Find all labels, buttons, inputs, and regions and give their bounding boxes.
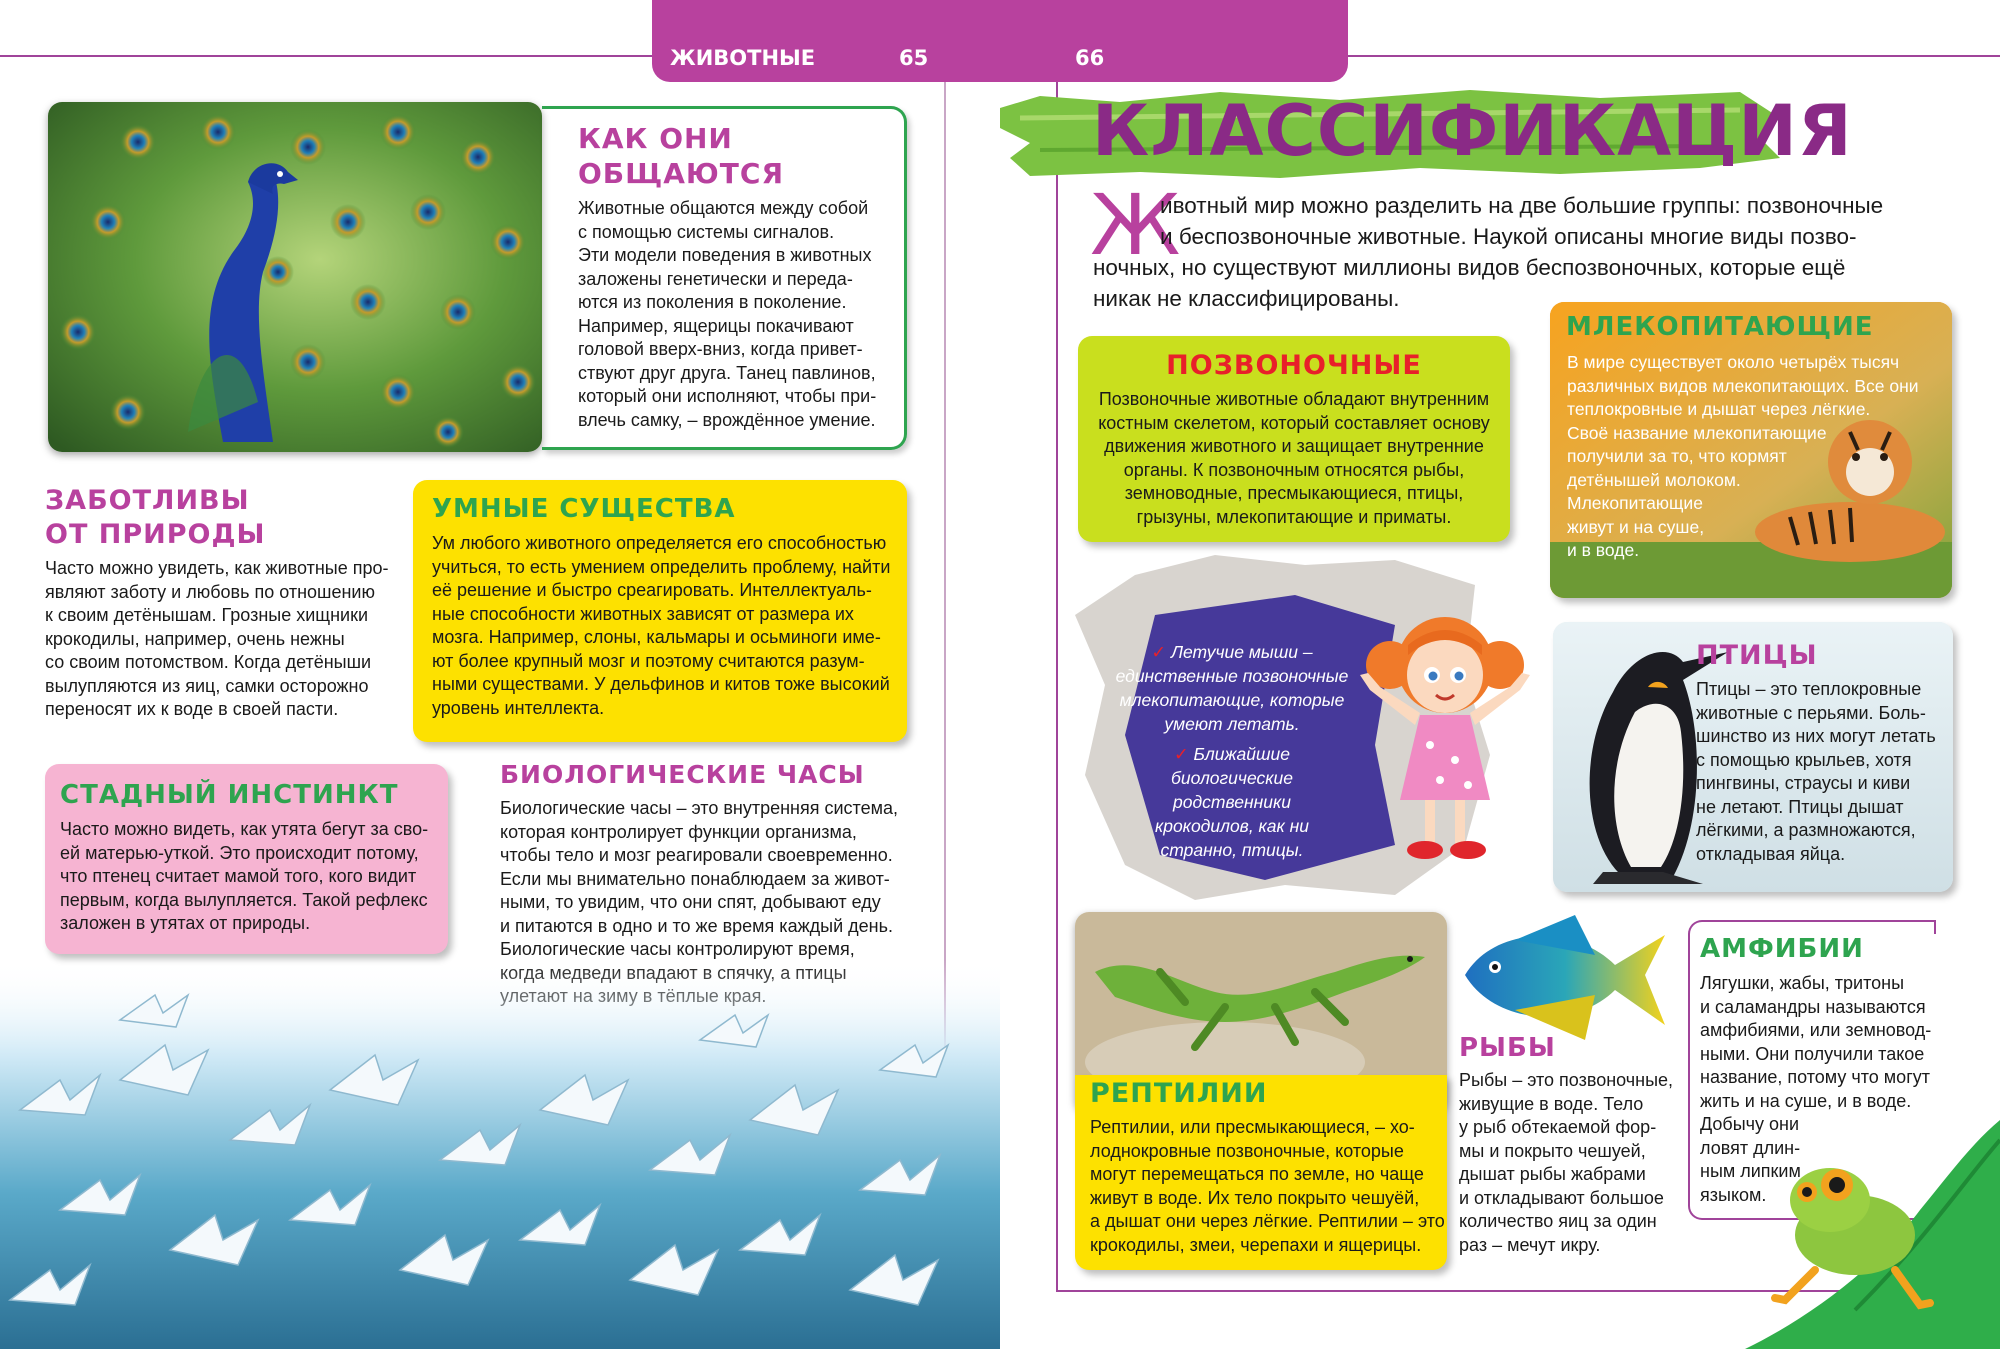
vertebrates-text: Позвоночные животные обладают внутренним костным скелетом, который составляет основу движения животного и защищает внутренние органы. К позвоночным относятся рыбы, земноводные, пресмыкающиеся, птицы, грызуны, млекопитающие и приматы. <box>1098 389 1490 527</box>
page-number-right: 66 <box>1075 46 1105 70</box>
section-label: ЖИВОТНЫЕ <box>670 46 816 70</box>
fact-crocodiles: ✓ Ближайшие биологические родственники крокодилов, как ни странно, птицы. <box>1154 744 1310 860</box>
check-icon: ✓ <box>1151 642 1167 662</box>
fish-image <box>1455 915 1670 1040</box>
peacock-photo <box>48 102 542 452</box>
amphibians-box-edge <box>1934 920 1936 934</box>
smart-text: Ум любого животного определяется его способностью учиться, то есть умением определить проблему, найти её решение и быстро среагировать. Интеллектуаль- ные способности животных зависят от размера их мозга. Например, слоны, кальмары и осьминоги име- ют более крупный мозг и поэтому считаются разум- ными существами. У дельфинов и китов тоже высокий уровень интеллекта. <box>432 533 891 718</box>
white-birds-photo <box>0 960 1000 1349</box>
reptiles-title: РЕПТИЛИИ <box>1090 1078 1268 1109</box>
communicate-title: КАК ОНИ ОБЩАЮТСЯ <box>578 122 785 190</box>
intro-drop-cap: Ж <box>1090 176 1181 274</box>
vertebrates-title: ПОЗВОНОЧНЫЕ <box>1166 350 1422 381</box>
page-number-left: 65 <box>899 46 929 70</box>
intro-line-3: ночных, но существуют миллионы видов беспозвоночных, которые ещё <box>1093 255 1846 280</box>
birds-title: ПТИЦЫ <box>1696 640 1818 671</box>
reptiles-text: Рептилии, или пресмыкающиеся, – хо- лоднокровные позвоночные, которые могут перемещаться по земле, но чаще живут в воде. Их тело покрыто чешуёй, а дышат они через лёгкие. Рептилии – это крокодилы, змеи, черепахи и ящерицы. <box>1090 1117 1445 1255</box>
herd-text: Часто можно видеть, как утята бегут за сво- ей матерью-уткой. Это происходит потому, что птенец считает мамой того, кого видит первым, когда вылупляется. Такой рефлекс заложен в утятах от природы. <box>60 819 429 933</box>
intro-line-2: и беспозвоночные животные. Наукой описаны многие виды позво- <box>1160 224 1857 249</box>
mammals-title: МЛЕКОПИТАЮЩИЕ <box>1566 312 1874 342</box>
cartoon-girl <box>1360 595 1530 870</box>
fish-text: Рыбы – это позвоночные, живущие в воде. Тело у рыб обтекаемой фор- мы и покрыто чешуей, дышат рыбы жабрами и откладывают большое количество яиц за один раз – мечут икру. <box>1459 1070 1674 1255</box>
communicate-text: Животные общаются между собой с помощью системы сигналов. Эти модели поведения в животных заложены генетически и переда- ются из поколения в поколение. Например, ящерицы покачивают головой вверх-вниз, когда привет- ствуют друг друга. Танец павлинов, который они исполняют, чтобы при- влечь самку, – врождённое умение. <box>578 198 877 430</box>
frog-image <box>1745 1120 2000 1349</box>
herd-title: СТАДНЫЙ ИНСТИНКТ <box>60 780 399 810</box>
fact-bats: ✓ Летучие мыши – единственные позвоночные млекопитающие, которые умеют летать. <box>1115 642 1349 734</box>
amphibians-text: Лягушки, жабы, тритоны и саламандры называются амфибиями, или земновод- ными. Они получили такое название, потому что могут жить и на суше, и в воде. Добычу они ловят длин- ным липким языком. <box>1700 973 1932 1205</box>
right-frame-left <box>1056 82 1058 1292</box>
caring-text: Часто можно увидеть, как животные про- являют заботу и любовь по отношению к своим детёнышам. Грозные хищники крокодилы, например, очень нежны со своим потомством. Когда детёныши вылупляются из яиц, самки осторожно переносят их к воде в своей пасти. <box>45 558 389 719</box>
check-icon: ✓ <box>1173 744 1189 764</box>
mammals-text: В мире существует около четырёх тысяч различных видов млекопитающих. Все они теплокровные и дышат через лёгкие. Своё название млекопитающие получили за то, что кормят детёнышей молоком. Млекопитающие живут и на суше, и в воде. <box>1567 352 1919 560</box>
clock-text: Биологические часы – это внутренняя система, которая контролирует функции организма, чтобы тело и мозг реагировали своевременно. Если мы внимательно понаблюдаем за живот- ными, то увидим, что они спят, добывают еду и питаются в одно и то же время каждый день. Биологические часы контролируют время, <box>500 798 898 959</box>
intro-line-4: никак не классифицированы. <box>1093 286 1400 311</box>
smart-title: УМНЫЕ СУЩЕСТВА <box>432 494 736 524</box>
page-title: КЛАССИФИКАЦИЯ <box>1092 90 1853 172</box>
amphibians-title: АМФИБИИ <box>1700 934 1864 964</box>
birds-text: Птицы – это теплокровные животные с перьями. Боль- шинство из них могут летать с помощью крыльев, хотя пингвины, страусы и киви не летают. Птицы дышат лёгкими, а размножаются, откладывая яйца. <box>1696 679 1936 864</box>
clock-title: БИОЛОГИЧЕСКИЕ ЧАСЫ <box>500 760 865 789</box>
fish-title: РЫБЫ <box>1459 1033 1556 1063</box>
caring-title: ЗАБОТЛИВЫ ОТ ПРИРОДЫ <box>45 485 266 550</box>
intro-line-1: ивотный мир можно разделить на две большие группы: позвоночные <box>1160 193 1884 218</box>
